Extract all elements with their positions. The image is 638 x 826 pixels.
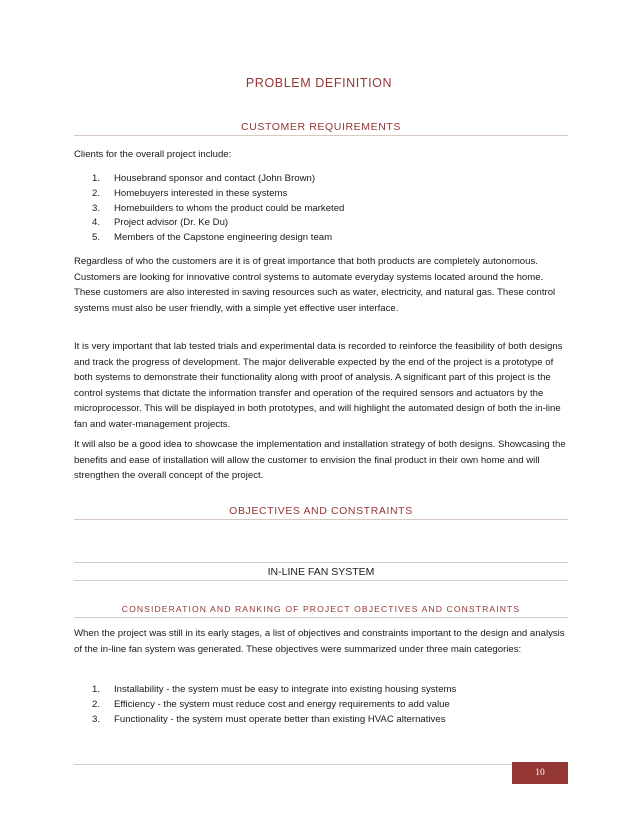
objectives-paragraph: When the project was still in its early stages, a list of objectives and constraints important to the design and analysis of the in-line fan system was generated. These objectives were summarized under three main categories: [74,628,565,655]
objectives-heading: OBJECTIVES AND CONSTRAINTS [74,505,568,520]
deliverables-paragraph: It is very important that lab tested trials and experimental data is recorded to reinforce the feasibility of both designs and track the progress of development. The major deliverable expected by the end of the project is a prototype of both systems to demonstrate their functionality along with proof of analysis. A significant part of this project is the control systems that dictate the information transfer and operation of the required sensors and actuators by the microprocessor. This will be displayed in both prototypes, and will highlight the automated design of both the in-line fan and water-management projects. [74,341,563,430]
page-number: 10 [512,762,568,784]
list-item: 3. Homebuilders to whom the product could be marketed [92,202,345,214]
clients-list [74,172,568,246]
inline-fan-heading: IN-LINE FAN SYSTEM [74,566,568,581]
customer-requirements-heading: CUSTOMER REQUIREMENTS [74,121,568,136]
list-item: 1. Installability - the system must be easy to integrate into existing housing systems [92,684,457,695]
list-item: 2. Homebuyers interested in these systems [92,187,288,199]
page-title: PROBLEM DEFINITION [245,76,393,90]
installation-paragraph: It will also be a good idea to showcase the implementation and installation strategy of both designs. Showcasing the benefits and ease of installation will allow the customer to envision the final product in their own home and will strengthen the overall concept of the project. [74,439,566,482]
list-item: 3. Functionality - the system must operate better than existing HVAC alternatives [92,713,446,725]
customers-paragraph: Regardless of who the customers are it is of great importance that both products are completely autonomous. Customers are looking for innovative control systems to automate everyday systems located around the home. These customers are also interested in saving resources such as water, electricity, and natural gas. These control systems must also be user friendly, with a simple yet effective user interface. [74,256,556,314]
divider [74,562,568,563]
categories-list [74,683,568,727]
list-item: 4. Project advisor (Dr. Ke Du) [92,217,229,229]
list-item: 5. Members of the Capstone engineering design team [92,232,333,244]
list-item: 2. Efficiency - the system must reduce cost and energy requirements to add value [92,698,450,710]
clients-intro: Clients for the overall project include: [74,149,232,160]
footer-rule [74,764,568,765]
list-item: 1. Housebrand sponsor and contact (John Brown) [92,173,316,184]
ranking-heading: CONSIDERATION AND RANKING OF PROJECT OBJECTIVES AND CONSTRAINTS [74,604,568,618]
